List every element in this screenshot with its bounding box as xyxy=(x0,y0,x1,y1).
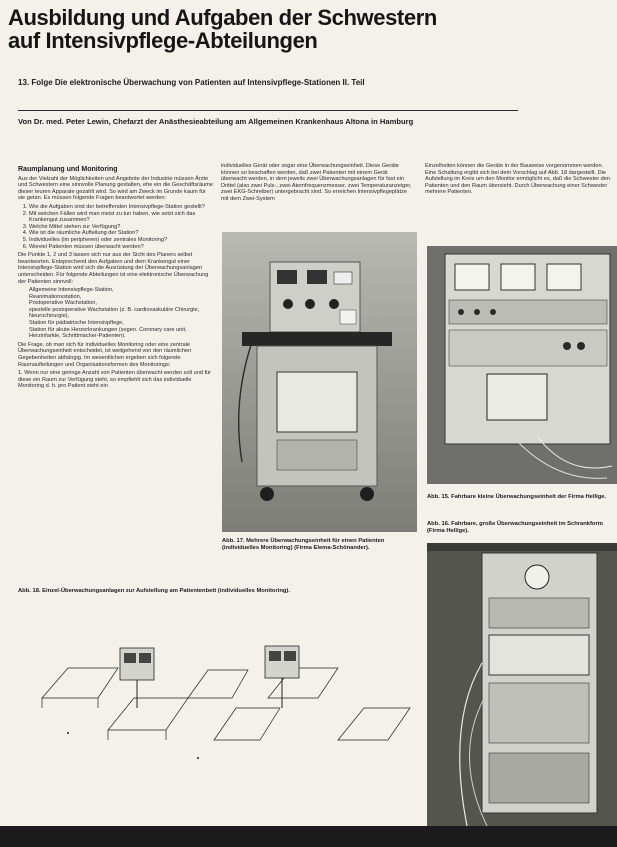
large-monitoring-cabinet-photo xyxy=(427,543,617,826)
photo-abb16 xyxy=(427,543,617,826)
intro-paragraph: Aus der Vielzahl der Möglichkeiten und Angebote der Industrie müssen Ärzte und Schwestern eine sinnvolle Planung gestalten, ehe ein die Geschäftsräume dieser teuren Apparate gezahlt wird. So wird am Zweck im Grunde kaum für sie getan. Es müssen folgende Fragen beantwortet werden: xyxy=(18,175,213,202)
list-item: Station für pädiatrische Intensivpflege, xyxy=(29,320,124,327)
photo-abb17 xyxy=(222,232,417,532)
list-item: Postoperative Wachstation, xyxy=(29,300,97,307)
paragraph: Einzelheiten können die Geräte in der Bauweise vorgenommen werden. Eine Schaltung ergibt sich bei dem Vorschlag auf Abb. 18 dargestellt. Die Aufstellung im Kreis um den Monitor ermöglicht es, daß die Schwester den Patienten und den Raum übersieht. Durch Überwachung einer Schwester mehrere Patienten. xyxy=(425,163,610,196)
section-heading: Raumplanung und Monitoring xyxy=(18,166,118,173)
title-line-1: Ausbildung und Aufgaben der Schwestern xyxy=(8,5,437,30)
list-item: 3. Welche Mittel stehen zur Verfügung? xyxy=(29,224,213,231)
series-line: 13. Folge Die elektronische Überwachung von Patienten auf Intensivpflege-Stationen II. Teil xyxy=(18,78,365,87)
list-item: 4. Wie ist die räumliche Aufteilung der Station? xyxy=(29,230,213,237)
photo-abb15 xyxy=(427,246,617,484)
list-item: 2. Mit welchen Fällen wird man meist zu tun haben, wie setzt sich das Krankengut zusammen? xyxy=(29,211,213,224)
caption-abb17: Abb. 17. Mehrere Überwachungseinheit für einen Patienten (individuelles Monitoring) (Firma Elema-Schönander). xyxy=(222,538,385,551)
title-line-2: auf Intensivpflege-Abteilungen xyxy=(8,28,318,53)
caption-abb18: Abb. 18. Einzel-Überwachungsanlagen zur Aufstellung am Patientenbett (individuelles Monitoring). xyxy=(18,588,290,594)
monitoring-cart-photo xyxy=(222,232,417,532)
list-item: 1. Wie die Aufgaben sind der betreffenden Intensivpflege-Station gestellt? xyxy=(29,204,213,211)
list-item: Station für akute Herzerkrankungen (sogen. Coronary care unit, Herzinfarkte, Schrittmacher-Patienten). xyxy=(29,326,187,340)
column-3-text xyxy=(425,163,615,198)
list-item: 5. Individuelles (im peripheren) oder zentrales Monitoring? xyxy=(29,237,213,244)
paragraph: Die Frage, ob man sich für individuelles Monitoring oder eine zentrale Überwachungseinheit entscheidet, ist weitgehend von den räumlichen Gegebenheiten abhängig. Im wesentlichen ergeben sich folgende Raumaufteilungen und Organisationsformen des Monitorings: xyxy=(18,341,192,368)
article-title xyxy=(8,6,608,52)
ward-bed-layout-drawing xyxy=(38,598,413,766)
list-item: Allgemeine Intensivpflege-Station, xyxy=(29,287,114,294)
caption-abb15: Abb. 15. Fahrbare kleine Überwachungseinheit der Firma Hellige. xyxy=(427,494,607,500)
question-list xyxy=(18,204,213,250)
ward-illustration xyxy=(38,598,413,766)
list-item: spezielle postoperative Wachstation (z. B. cardiovaskuläre Chirurgie, Neurochirurgie), xyxy=(29,306,200,320)
header-divider xyxy=(18,110,518,111)
paragraph: 1. Wenn nur eine geringe Anzahl von Patienten überwacht werden soll und für diese ein Raum zur Verfügung steht, so empfiehlt sich das individuelle Monitoring d. h. pro Patient steht ein xyxy=(18,370,212,390)
column-1 xyxy=(18,167,213,392)
department-list xyxy=(18,287,213,340)
small-monitoring-unit-photo xyxy=(427,246,617,484)
paragraph: Die Punkte 1, 2 und 3 lassen sich nur aus der Sicht des Planers selbst beantworten. Entsprechend den Aufgaben und dem Krankengut einer Intensivpflege-Station wird sich die Ausrüstung der Überwachungsanlagen unterscheiden. Für folgende Abteilungen ist eine elektronische Überwachung der Patienten sinnvoll: xyxy=(18,252,209,285)
bottom-band xyxy=(0,826,617,847)
list-item: Reanimationsstation, xyxy=(29,293,82,300)
caption-abb16: Abb. 16. Fahrbare, große Überwachungseinheit im Schrankform (Firma Hellige). xyxy=(427,521,603,534)
column-2-text xyxy=(221,163,414,205)
author-line: Von Dr. med. Peter Lewin, Chefarzt der Anästhesieabteilung am Allgemeinen Krankenhaus Altona in Hamburg xyxy=(18,117,414,126)
list-item: 6. Wieviel Patienten müssen überwacht werden? xyxy=(29,244,213,251)
paragraph: individuelles Gerät oder sogar eine Überwachungseinheit. Diese Geräte können so beschaffen werden, daß zwei Patienten mit einem Gerät überwacht werden, in dem jeweils zwei Überwachungsanlagen für fast ein Drittel (also zwei Puls-, zwei Atemfrequenzmesser, zwei Temperaturanzeiger, zwei EKG-Schreiber) untergebracht sind. So erreichen Intensivpflegeplätze mit dem Zwei-System xyxy=(221,163,412,202)
